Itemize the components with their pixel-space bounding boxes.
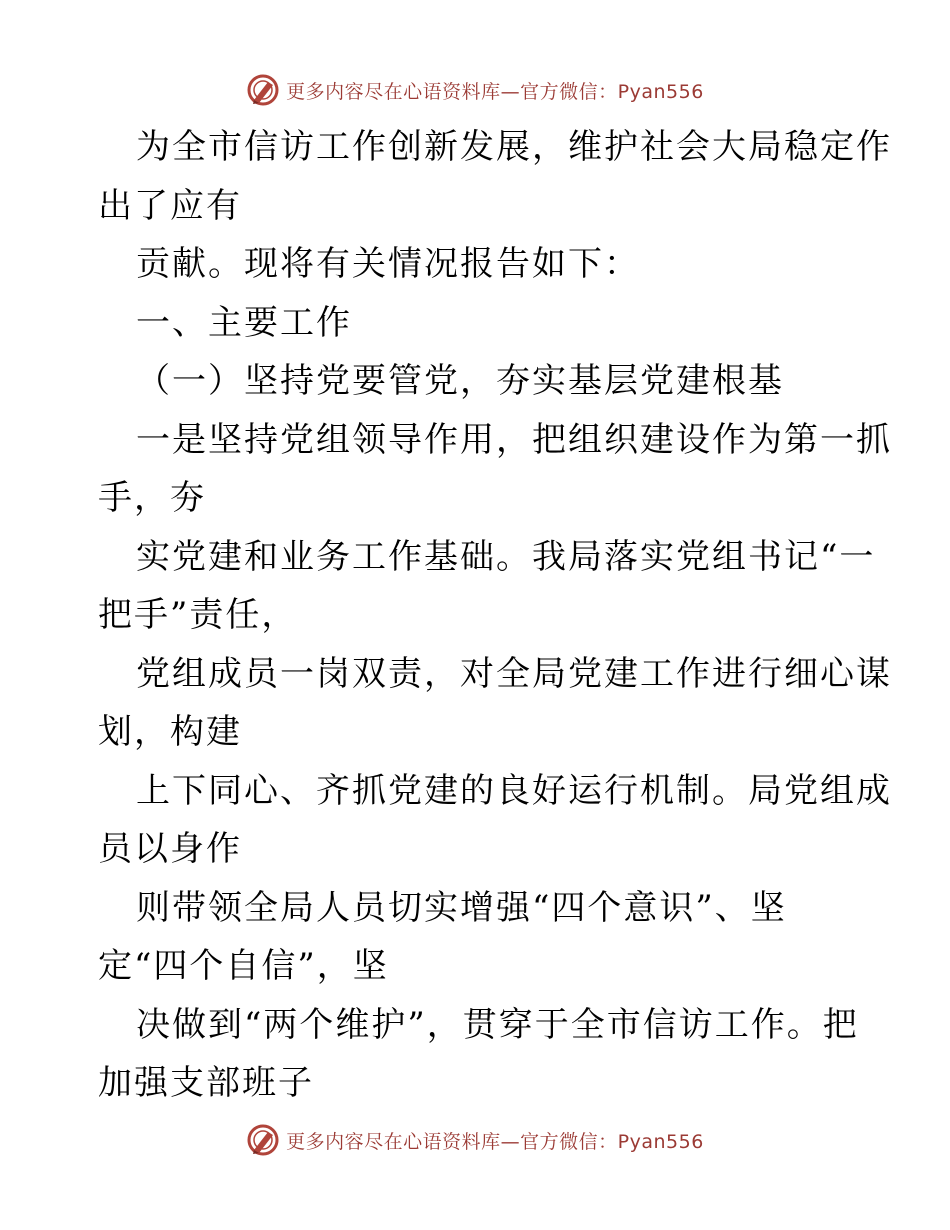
pen-nib-circle-logo-icon [246,1123,280,1157]
text-line: 为全市信访工作创新发展，维护社会大局稳定作 [136,127,892,167]
watermark-text: 更多内容尽在心语资料库—官方微信：Pyan556 [286,1130,704,1153]
text-line: 实党建和业务工作基础。我局落实党组书记“一 [136,536,876,577]
watermark-text: 更多内容尽在心语资料库—官方微信：Pyan556 [286,80,704,103]
text-line: 把手”责任， [98,595,298,635]
text-line: 党组成员一岗双责，对全局党建工作进行细心谋 [136,653,892,694]
text-line: 定“四个自信”，坚 [98,946,389,986]
text-line: 划，构建 [98,712,242,752]
text-line: 员以身作 [98,829,242,869]
watermark-banner-top [0,70,950,110]
text-line: 上下同心、齐抓党建的良好运行机制。局党组成 [136,770,892,811]
watermark-banner-bottom [0,1120,950,1160]
text-line: 贡献。现将有关情况报告如下： [136,244,640,284]
text-line: 一、主要工作 [136,302,352,343]
pen-nib-circle-logo-icon [246,73,280,107]
document-body [98,118,892,1113]
text-line: 出了应有 [98,185,242,226]
text-line: 则带领全局人员切实增强“四个意识”、坚 [136,887,787,928]
text-line: 一是坚持党组领导作用，把组织建设作为第一抓 [136,419,892,460]
text-line: （一）坚持党要管党，夯实基层党建根基 [136,361,784,401]
text-line: 决做到“两个维护”，贯穿于全市信访工作。把 [136,1004,859,1045]
text-line: 加强支部班子 [98,1063,314,1103]
text-line: 手，夯 [98,478,206,518]
